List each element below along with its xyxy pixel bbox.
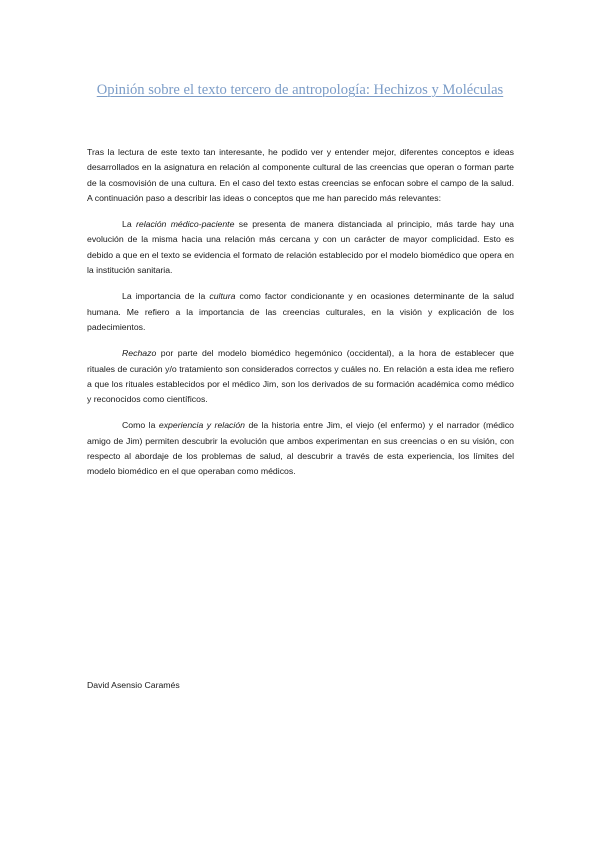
- paragraph-text: se presenta de manera distanciada al principio, más tarde hay una evolución de la misma hacia una relación más cercana y con un carácter de mayor complicidad. Esto es debido a que en el texto se evidencia el formato de relación establecido por el modelo biomédico que opera en la institución sanitaria.: [87, 219, 514, 276]
- paragraph-cultura: [87, 289, 514, 335]
- document-body: [87, 145, 514, 491]
- emphasis-text: relación médico-paciente: [135, 219, 235, 230]
- paragraph-relacion-medico-paciente: [87, 217, 514, 278]
- paragraph-text: Tras la lectura de este texto tan interesante, he podido ver y entender mejor, diferentes conceptos e ideas desarrollados en la asignatura en relación al componente cultural de las creencias que operan o forman parte de la cosmovisión de una cultura. En el caso del texto estas creencias se enfocan sobre el campo de la salud. A continuación paso a describir las ideas o conceptos que me han parecido más relevantes:: [87, 147, 514, 203]
- paragraph-text: La importancia de la: [122, 291, 210, 302]
- emphasis-text: experiencia y relación: [158, 420, 245, 431]
- emphasis-text: Rechazo: [122, 348, 157, 359]
- paragraph-rechazo: [87, 346, 514, 407]
- paragraph-text: Como la: [122, 420, 159, 431]
- paragraph-experiencia-relacion: [87, 418, 514, 479]
- paragraph-text: por parte del modelo biomédico hegemónico (occidental), a la hora de establecer que rituales de curación y/o tratamiento son considerados correctos y cuáles no. En relación a esta idea me refiero a que los rituales establecidos por el médico Jim, son los derivados de su formación académica como médico y reconocidos como científicos.: [87, 348, 514, 405]
- author-signature: David Asensio Caramés: [87, 680, 180, 690]
- paragraph-text: La: [122, 219, 136, 230]
- document-title: Opinión sobre el texto tercero de antropología: Hechizos y Moléculas: [96, 82, 504, 98]
- emphasis-text: cultura: [209, 291, 236, 302]
- paragraph-text: como factor condicionante y en ocasiones determinante de la salud humana. Me refiero a la importancia de las creencias culturales, en la visión y explicación de los padecimientos.: [87, 291, 514, 332]
- paragraph-text: de la historia entre Jim, el viejo (el enfermo) y el narrador (médico amigo de Jim) permiten descubrir la evolución que ambos experimentan en sus creencias o en su visión, con respecto al abordaje de los problemas de salud, al descubrir a través de esta experiencia, los límites del modelo biomédico en el que operaban como médicos.: [87, 420, 515, 477]
- paragraph-intro: [87, 145, 514, 206]
